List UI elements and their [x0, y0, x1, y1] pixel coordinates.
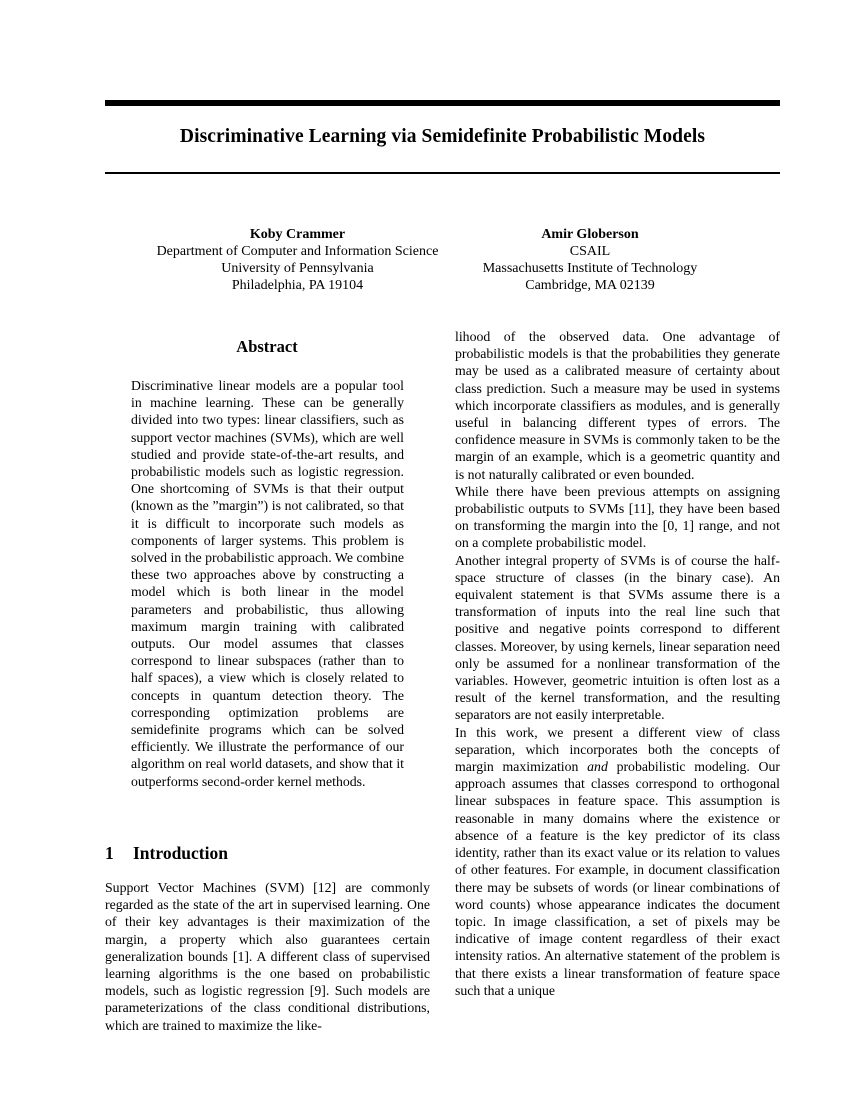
author-block-2: [462, 226, 718, 294]
author-block-1: [135, 226, 460, 294]
intro-paragraph: Another integral property of SVMs is of course the half-space structure of classes (in the binary case). An equivalent statement is that SVMs assume there is a transformation of inputs into the real line such that positive and negative points correspond to different classes. Moreover, by using kernels, linear separation need only be assumed for a nonlinear transformation of the variables. However, geometric intuition is often lost as a result of the kernel transformation, and the resulting separators are not easily interpretable.: [455, 552, 780, 723]
section-number: 1: [105, 843, 114, 863]
author-affiliation-line: Department of Computer and Information Science: [156, 244, 439, 259]
author-affiliation-line: Cambridge, MA 02139: [525, 278, 655, 293]
author-name: Amir Globerson: [541, 227, 639, 242]
text-run: In this work, we present a different view of class separation, which incorporates both the concepts of margin maximization: [455, 724, 780, 775]
author-affiliation-line: Massachusetts Institute of Technology: [482, 261, 698, 276]
section-heading: [105, 843, 228, 864]
author-name: Koby Crammer: [249, 227, 346, 242]
author-affiliation-line: University of Pennsylvania: [221, 261, 374, 276]
intro-paragraph: [455, 724, 780, 999]
section-title: Introduction: [133, 843, 228, 863]
intro-paragraph: While there have been previous attempts on assigning probabilistic outputs to SVMs [11], they have been based on transforming the margin into the [0, 1] range, and not on a complete probabilistic model.: [455, 483, 780, 551]
intro-left-column: [105, 879, 430, 1034]
text-run: probabilistic modeling. Our approach assumes that classes correspond to orthogonal linear subspaces in feature space. This assumption is reasonable in many domains where the existence or absence of a feature is the key predictor of its class identity, rather than its exact value or its relation to values of other features. For example, in document classification there may be subsets of words (or linear combinations of word counts) whose appearance indicates the document topic. In image classification, a set of pixels may be indicative of image content regardless of their exact intensity ratios. An alternative statement of the problem is that there exists a linear transformation of feature space such that a unique: [455, 759, 780, 998]
intro-paragraph: lihood of the observed data. One advantage of probabilistic models is that the probabilities they generate may be used as a calibrated measure of certainty about class prediction. Such a measure may be used in systems which incorporate classifiers as modules, and is generally useful in balancing different types of errors. The confidence measure in SVMs is commonly taken to be the margin of an example, which is a geometric quantity and is not naturally calibrated or even bounded.: [455, 329, 780, 482]
author-affiliation-line: Philadelphia, PA 19104: [231, 278, 364, 293]
intro-paragraph: Support Vector Machines (SVM) [12] are commonly regarded as the state of the art in supervised learning. One of their key advantages is their maximization of the margin, a property which also guarantees certain generalization bounds [1]. A different class of supervised learning algorithms is the one based on probabilistic models, such as logistic regression [9]. Such models are parameterizations of the class conditional distributions, which are trained to maximize the like-: [105, 880, 430, 1033]
right-column: [455, 328, 780, 999]
title-bottom-rule: [105, 172, 780, 174]
paper-title: Discriminative Learning via Semidefinite Probabilistic Models: [179, 126, 706, 147]
abstract-paragraph: Discriminative linear models are a popular tool in machine learning. These can be generally divided into two types: linear classifiers, such as support vector machines (SVMs), which are well studied and provide state-of-the-art results, and probabilistic models such as logistic regression. One shortcoming of SVMs is that their output (known as the ”margin”) is not calibrated, so that it is difficult to incorporate such models as components of larger systems. This problem is solved in the probabilistic approach. We combine these two approaches above by constructing a model which is both linear in the model parameters and probabilistic, thus allowing maximum margin training with calibrated outputs. Our model assumes that classes correspond to linear subspaces (rather than to half spaces), a view which is closely related to concepts in quantum detection theory. The corresponding optimization problems are semidefinite programs which can be solved efficiently. We illustrate the performance of our algorithm on real world datasets, and show that it outperforms second-order kernel methods.: [131, 378, 404, 789]
abstract-heading: Abstract: [236, 337, 298, 356]
abstract-body: [131, 377, 404, 790]
emphasis: and: [587, 759, 608, 775]
author-affiliation-line: CSAIL: [569, 244, 611, 259]
top-rule: [105, 100, 780, 106]
